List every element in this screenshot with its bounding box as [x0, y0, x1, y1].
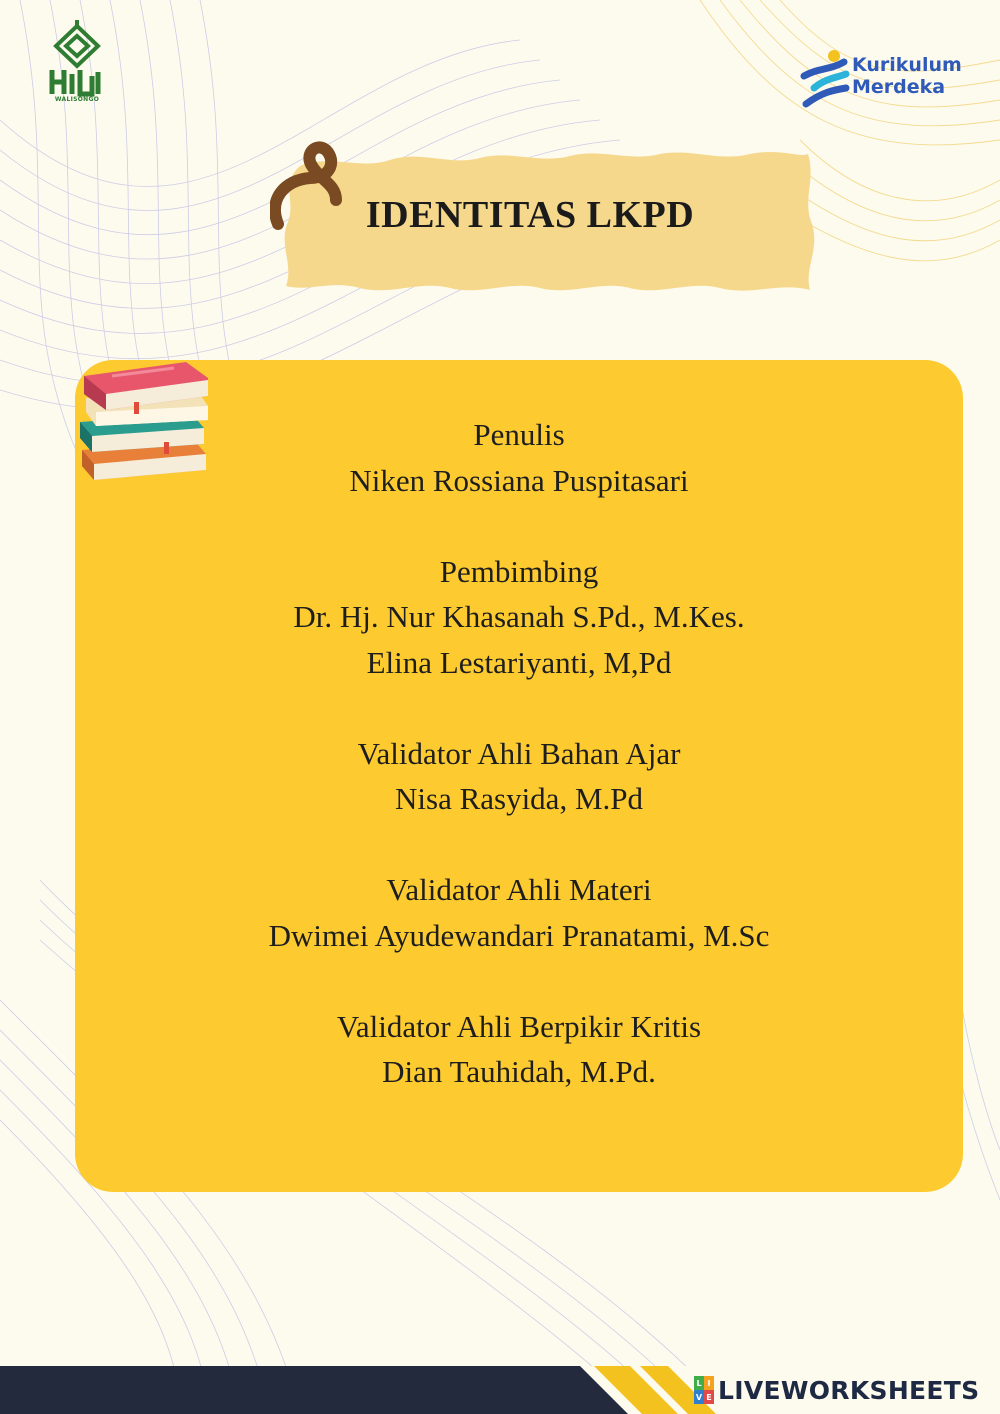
liveworksheets-brand [694, 1374, 979, 1406]
logo-left-text: WALISONGO [54, 96, 100, 103]
pembimbing-2-name: Elina Lestariyanti, M,Pd [366, 644, 672, 680]
liveworksheets-text: LIVEWORKSHEETS [718, 1375, 980, 1405]
badge-letter-v: V [694, 1390, 704, 1404]
badge-letter-i: I [704, 1376, 714, 1390]
uin-walisongo-logo [44, 20, 110, 108]
badge-letter-e: E [704, 1390, 714, 1404]
penulis-label: Penulis [473, 417, 565, 452]
identity-content [75, 412, 963, 1095]
validator-bahan-name: Nisa Rasyida, M.Pd [395, 781, 643, 816]
pembimbing-label: Pembimbing [439, 553, 599, 589]
validator-kritis-name: Dian Tauhidah, M.Pd. [382, 1054, 656, 1089]
pembimbing-1-name: Dr. Hj. Nur Khasanah S.Pd., M.Kes. [293, 599, 745, 634]
kurikulum-merdeka-logo-icon [800, 48, 860, 110]
validator-materi-label: Validator Ahli Materi [386, 872, 652, 907]
badge-letter-l: L [694, 1376, 704, 1390]
merdeka-word: Merdeka [852, 76, 946, 98]
validator-kritis-label: Validator Ahli Berpikir Kritis [336, 1008, 702, 1044]
penulis-name: Niken Rossiana Puspitasari [349, 462, 689, 498]
kurikulum-word: Kurikulum [852, 54, 962, 76]
validator-materi-name: Dwimei Ayudewandari Pranatami, M.Sc [268, 917, 770, 953]
page-title: IDENTITAS LKPD [365, 194, 695, 236]
liveworksheets-badge-icon [694, 1376, 714, 1404]
validator-bahan-label: Validator Ahli Bahan Ajar [357, 735, 681, 771]
kurikulum-merdeka-text [852, 54, 962, 98]
